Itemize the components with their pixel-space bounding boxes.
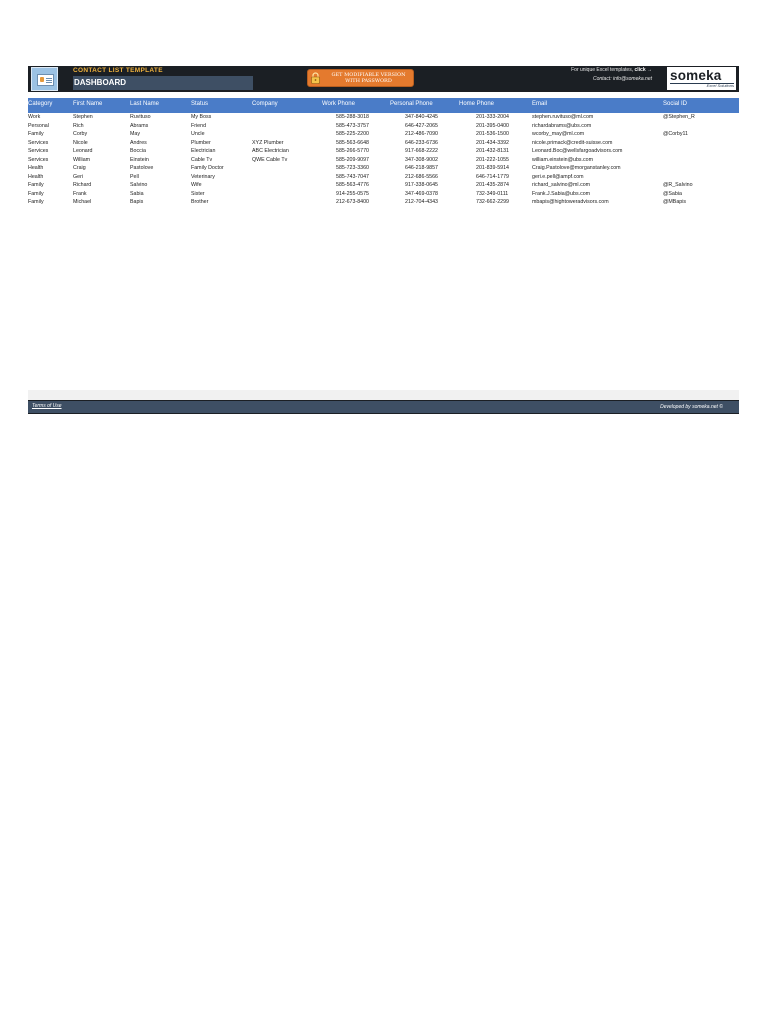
tagline <box>548 67 652 73</box>
cell-status: Cable Tv <box>191 156 213 163</box>
cell-status: Friend <box>191 122 207 129</box>
table-row[interactable] <box>28 181 739 190</box>
cell-personal-phone: 646-427-2065 <box>405 122 438 129</box>
cell-personal-phone: 212-486-7090 <box>405 131 438 137</box>
cell-status: Wife <box>191 182 202 188</box>
cell-work-phone: 585-723-3360 <box>336 165 369 171</box>
col-personal-phone[interactable]: Personal Phone <box>390 101 433 107</box>
col-work-phone[interactable]: Work Phone <box>322 101 355 107</box>
cell-status: Family Doctor <box>191 165 224 171</box>
col-email[interactable]: Email <box>532 101 548 107</box>
cell-social-id: @MBapis <box>663 199 687 205</box>
cell-work-phone: 212-673-8400 <box>336 199 369 205</box>
cell-personal-phone: 646-233-6736 <box>405 139 438 146</box>
cell-first-name: Nicole <box>73 139 88 146</box>
cell-email: Frank.J.Sabia@ubs.com <box>532 190 591 197</box>
cell-last-name: Sabia <box>130 190 144 197</box>
cell-work-phone: 914-255-0575 <box>336 190 369 197</box>
table-row[interactable] <box>28 147 739 156</box>
cell-email: nicole.primack@credit-suisse.com <box>532 139 613 146</box>
cell-social-id: @R_Salvino <box>663 182 693 188</box>
cell-home-phone: 201-839-5914 <box>476 165 509 171</box>
cell-last-name: Andres <box>130 139 147 146</box>
cell-status: Sister <box>191 190 205 197</box>
page-title: DASHBOARD <box>74 78 126 87</box>
cell-home-phone: 201-434-3392 <box>476 139 509 146</box>
cell-email: Leonard.Boc@wellsfargoadvisors.com <box>532 148 623 154</box>
header-banner <box>28 66 739 92</box>
cell-home-phone: 732-349-0111 <box>476 190 509 197</box>
cell-social-id: @Sabia <box>663 190 682 197</box>
cell-email: richard_salvino@ml.com <box>532 182 591 188</box>
cell-status: Electrician <box>191 148 216 154</box>
cell-personal-phone: 212-686-5566 <box>405 173 438 180</box>
table-row[interactable] <box>28 113 739 122</box>
cell-category: Family <box>28 182 44 188</box>
cell-category: Personal <box>28 122 49 129</box>
cell-first-name: William <box>73 156 91 163</box>
cell-first-name: Corby <box>73 131 88 137</box>
col-status[interactable]: Status <box>191 101 209 107</box>
cell-last-name: Ruvituso <box>130 114 151 120</box>
cell-email: geri.e.pell@ampf.com <box>532 173 584 180</box>
cell-email: Craig.Pastolove@morganstanley.com <box>532 165 621 171</box>
cell-first-name: Frank <box>73 190 87 197</box>
cell-social-id: @Stephen_R <box>663 114 695 120</box>
cell-personal-phone: 212-704-4343 <box>405 199 438 205</box>
cell-email: richardabrams@ubs.com <box>532 122 592 129</box>
cell-work-phone: 585-743-7047 <box>336 173 369 180</box>
cell-last-name: Salvino <box>130 182 148 188</box>
cell-work-phone: 585-473-3757 <box>336 122 369 129</box>
promo-line-2: WITH PASSWORD <box>345 78 392 84</box>
tagline-text: For unique Excel templates, <box>571 67 634 73</box>
cell-company: QWE Cable Tv <box>252 156 288 163</box>
footer-bar <box>28 400 739 414</box>
cell-first-name: Stephen <box>73 114 93 120</box>
table-header <box>28 98 739 113</box>
cell-category: Services <box>28 139 49 146</box>
cell-category: Work <box>28 114 41 120</box>
cell-first-name: Richard <box>73 182 92 188</box>
cell-work-phone: 585-288-3018 <box>336 114 369 120</box>
cell-status: My Boss <box>191 114 212 120</box>
table-row[interactable] <box>28 198 739 207</box>
lock-icon <box>311 72 320 84</box>
cell-category: Services <box>28 156 49 163</box>
cell-last-name: May <box>130 131 141 137</box>
cell-last-name: Pastolove <box>130 165 154 171</box>
col-social-id[interactable]: Social ID <box>663 101 688 107</box>
cell-company: ABC Electrician <box>252 148 289 154</box>
cell-personal-phone: 917-668-2222 <box>405 148 438 154</box>
cell-home-phone: 201-435-2874 <box>476 182 509 188</box>
cell-home-phone: 201-222-1055 <box>476 156 509 163</box>
cell-home-phone: 732-662-2299 <box>476 199 509 205</box>
cell-category: Family <box>28 190 44 197</box>
cell-first-name: Michael <box>73 199 92 205</box>
table-row[interactable] <box>28 139 739 148</box>
cell-category: Family <box>28 199 44 205</box>
cell-email: stephen.ruvituso@ml.com <box>532 114 594 120</box>
col-first-name[interactable]: First Name <box>73 101 103 107</box>
cell-work-phone: 585-563-6648 <box>336 139 369 146</box>
cell-status: Plumber <box>191 139 211 146</box>
template-title: CONTACT LIST TEMPLATE <box>73 67 163 74</box>
cell-home-phone: 201-395-0400 <box>476 122 509 129</box>
table-row[interactable] <box>28 164 739 173</box>
cell-personal-phone: 347-469-0378 <box>405 190 438 197</box>
spreadsheet-dashboard <box>28 66 739 414</box>
tagline-link[interactable]: click → <box>634 67 652 73</box>
cell-work-phone: 585-563-4776 <box>336 182 369 188</box>
terms-of-use-link[interactable]: Terms of Use <box>32 403 62 409</box>
cell-category: Health <box>28 173 44 180</box>
cell-category: Services <box>28 148 49 154</box>
cell-category: Family <box>28 131 44 137</box>
page-title-bar <box>73 76 253 90</box>
contact-card-icon <box>31 67 58 91</box>
table-row[interactable] <box>28 130 739 139</box>
table-row[interactable] <box>28 156 739 165</box>
cell-work-phone: 585-209-9097 <box>336 156 369 163</box>
cell-first-name: Craig <box>73 165 86 171</box>
col-category[interactable]: Category <box>28 101 53 107</box>
cell-email: mbapis@hightoweradvisors.com <box>532 199 609 205</box>
cell-last-name: Einstein <box>130 156 149 163</box>
footer-spacer <box>28 390 739 400</box>
cell-first-name: Geri <box>73 173 84 180</box>
cell-home-phone: 201-536-1500 <box>476 131 509 137</box>
table-row[interactable] <box>28 173 739 182</box>
cell-social-id: @Corby11 <box>663 131 689 137</box>
cell-category: Health <box>28 165 44 171</box>
cell-home-phone: 201-432-8131 <box>476 148 509 154</box>
col-last-name[interactable]: Last Name <box>130 101 160 107</box>
cell-first-name: Leonard <box>73 148 93 154</box>
cell-company: XYZ Plumber <box>252 139 284 146</box>
table-row[interactable] <box>28 190 739 199</box>
cell-last-name: Boccia <box>130 148 146 154</box>
promo-line-1: GET MODIFIABLE VERSION <box>331 72 406 78</box>
col-company[interactable]: Company <box>252 101 278 107</box>
cell-email: william.einstein@ubs.com <box>532 156 594 163</box>
cell-last-name: Abrams <box>130 122 149 129</box>
brand-name: someka <box>670 68 722 83</box>
cell-personal-phone: 347-308-9002 <box>405 156 438 163</box>
table-row[interactable] <box>28 122 739 131</box>
cell-work-phone: 585-266-5770 <box>336 148 369 154</box>
contact-email[interactable]: Contact: info@someka.net <box>593 76 652 82</box>
cell-status: Uncle <box>191 131 205 137</box>
cell-work-phone: 585-225-2200 <box>336 131 369 137</box>
get-modifiable-version-button[interactable] <box>307 69 414 87</box>
table-body <box>28 113 739 390</box>
someka-logo[interactable] <box>667 67 736 90</box>
cell-personal-phone: 917-338-0645 <box>405 182 438 188</box>
cell-home-phone: 646-714-1779 <box>476 173 509 180</box>
cell-last-name: Bapis <box>130 199 144 205</box>
col-home-phone[interactable]: Home Phone <box>459 101 495 107</box>
cell-home-phone: 201-333-2004 <box>476 114 509 120</box>
cell-personal-phone: 646-218-9857 <box>405 165 438 171</box>
cell-status: Veterinary <box>191 173 215 180</box>
cell-email: wcorby_may@ml.com <box>532 131 585 137</box>
brand-subtitle: Excel Solutions <box>706 83 734 88</box>
cell-last-name: Pell <box>130 173 139 180</box>
developer-credit: Developed by someka.net © <box>660 404 723 410</box>
cell-first-name: Rich <box>73 122 84 129</box>
cell-personal-phone: 347-840-4245 <box>405 114 438 120</box>
cell-status: Brother <box>191 199 209 205</box>
